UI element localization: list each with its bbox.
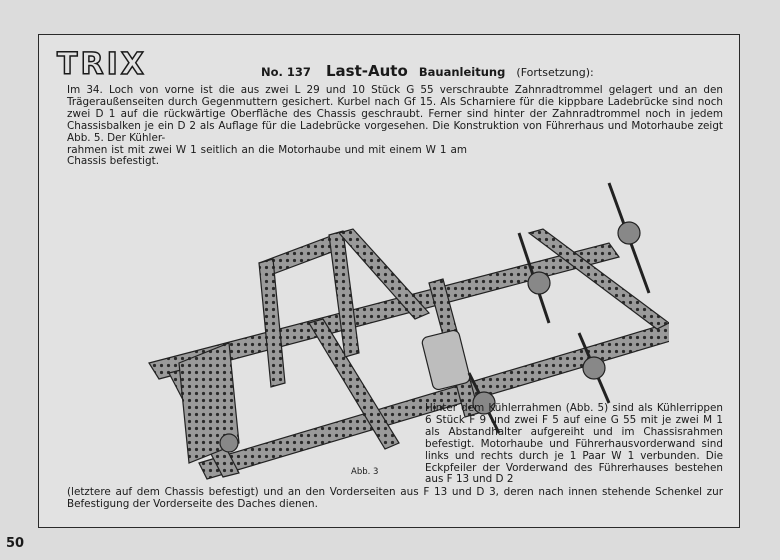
wheel-hub xyxy=(618,222,640,244)
wheel-hub xyxy=(583,357,605,379)
model-title: Last-Auto xyxy=(326,62,408,80)
bottom-paragraph: (letztere auf dem Chassis befestigt) und an den Vorderseiten aus F 13 und D 3, deren nach innen stehende Schenkel zur Befestigung der Vorderseite des Daches dienen. xyxy=(67,486,723,510)
intro-paragraph xyxy=(67,85,723,168)
cross-member xyxy=(529,229,669,329)
brand-logo: TRIX xyxy=(57,47,147,82)
right-paragraph: Hinter dem Kühlerrahmen (Abb. 5) sind als Kühlerrippen 6 Stück F 9 und zwei F 5 auf eine G 55 mit je zwei M 1 als Abstandhalter aufgereiht und im Chassisrahmen befestigt. Motorhaube und Führerhausvorderwand sind links und rechts durch je 1 Paar W 1 verbunden. Die Eckpfeiler der Vorderwand des Führerhauses bestehen aus F 13 und D 2 xyxy=(425,402,723,486)
figure-caption: Abb. 3 xyxy=(351,467,379,477)
page-number: 50 xyxy=(6,536,25,551)
heading-continued: (Fortsetzung): xyxy=(516,66,594,79)
wheel-hub xyxy=(220,434,238,452)
heading-subtitle: Bauanleitung xyxy=(418,65,506,79)
page-heading xyxy=(261,61,594,80)
cab-pillar xyxy=(259,259,285,387)
gear-drum xyxy=(421,329,471,391)
wheel-hub xyxy=(528,272,550,294)
intro-narrow-text: rahmen ist mit zwei W 1 seitlich an die Motorhaube und mit einem W 1 am Chassis befestigt. xyxy=(67,143,467,168)
model-number: No. 137 xyxy=(261,65,311,79)
intro-main-text: Im 34. Loch von vorne ist die aus zwei L 29 und 10 Stück G 55 verschraubte Zahnradtrommel gelagert und an den Trägeraußenseiten durch Gegenmuttern gesichert. Kurbel nach Gf 15. Als Scharniere für die kippbare Ladebrücke sind noch zwei D 1 auf die rückwärtige Oberfläche des Chassis geschraubt. Ferner sind hinter der Zahnradtrommel noch in jedem Chassisbalken je ein D 2 als Auflage für die Ladebrücke vorgesehen. Die Konstruktion von Führerhaus und Motorhaube zeigt Abb. 5. Der Kühler- xyxy=(67,84,723,144)
page-frame xyxy=(38,34,740,528)
